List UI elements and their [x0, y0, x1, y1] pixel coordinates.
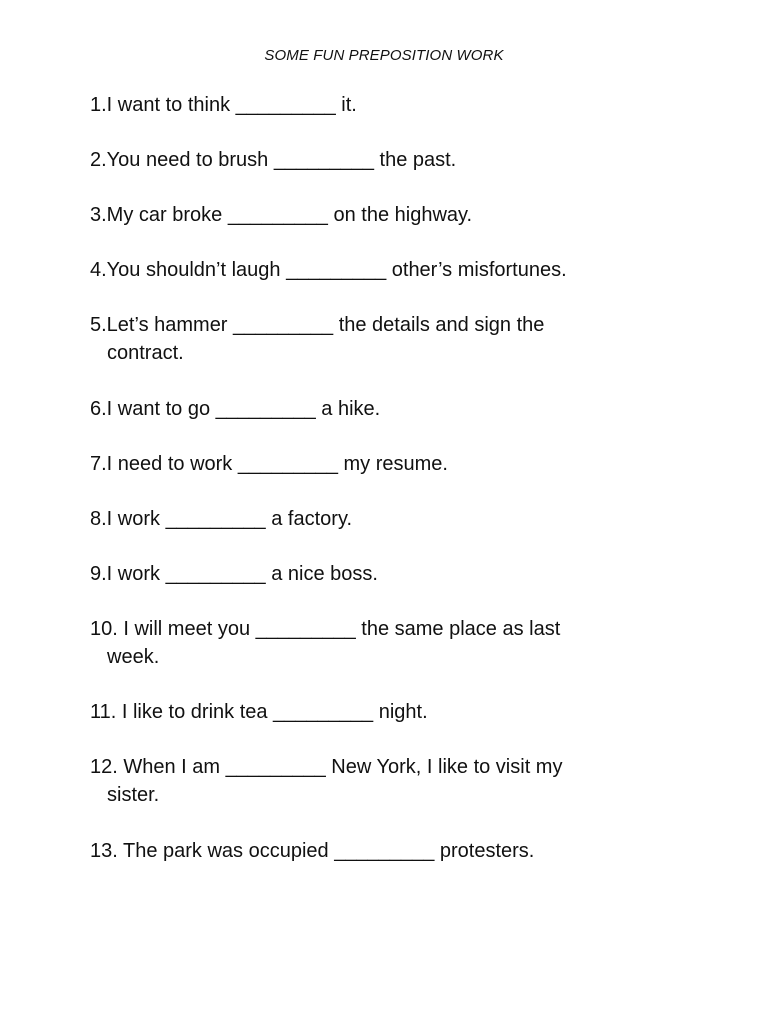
worksheet-title: SOME FUN PREPOSITION WORK: [264, 47, 504, 64]
question-item: [90, 698, 650, 726]
question-item: [90, 256, 650, 284]
question-item: [90, 201, 650, 229]
question-text-continued: week.: [107, 646, 160, 668]
question-item: [90, 146, 650, 174]
question-item: [90, 560, 650, 588]
question-item: [90, 311, 650, 367]
question-item: [90, 395, 650, 423]
question-item: [90, 753, 650, 809]
question-text: 6.I want to go _________ a hike.: [90, 398, 381, 420]
question-text: 11. I like to drink tea _________ night.: [90, 701, 428, 723]
question-text: 12. When I am _________ New York, I like to visit my: [90, 756, 563, 778]
question-text: 5.Let’s hammer _________ the details and sign the: [90, 314, 545, 336]
question-text: 2.You need to brush _________ the past.: [90, 149, 457, 171]
question-text-continued: sister.: [107, 784, 160, 806]
question-item: [90, 91, 650, 119]
question-item: [90, 615, 650, 671]
question-text: 4.You shouldn’t laugh _________ other’s misfortunes.: [90, 259, 567, 281]
question-text: 1.I want to think _________ it.: [90, 94, 357, 116]
question-text: 10. I will meet you _________ the same place as last: [90, 618, 561, 640]
question-text: 9.I work _________ a nice boss.: [90, 563, 378, 585]
question-text-continued: contract.: [107, 342, 184, 364]
question-item: [90, 450, 650, 478]
question-item: [90, 505, 650, 533]
question-text: 7.I need to work _________ my resume.: [90, 453, 448, 475]
question-text: 3.My car broke _________ on the highway.: [90, 204, 473, 226]
question-item: [90, 837, 650, 865]
question-text: 8.I work _________ a factory.: [90, 508, 353, 530]
question-text: 13. The park was occupied _________ protesters.: [90, 840, 535, 862]
